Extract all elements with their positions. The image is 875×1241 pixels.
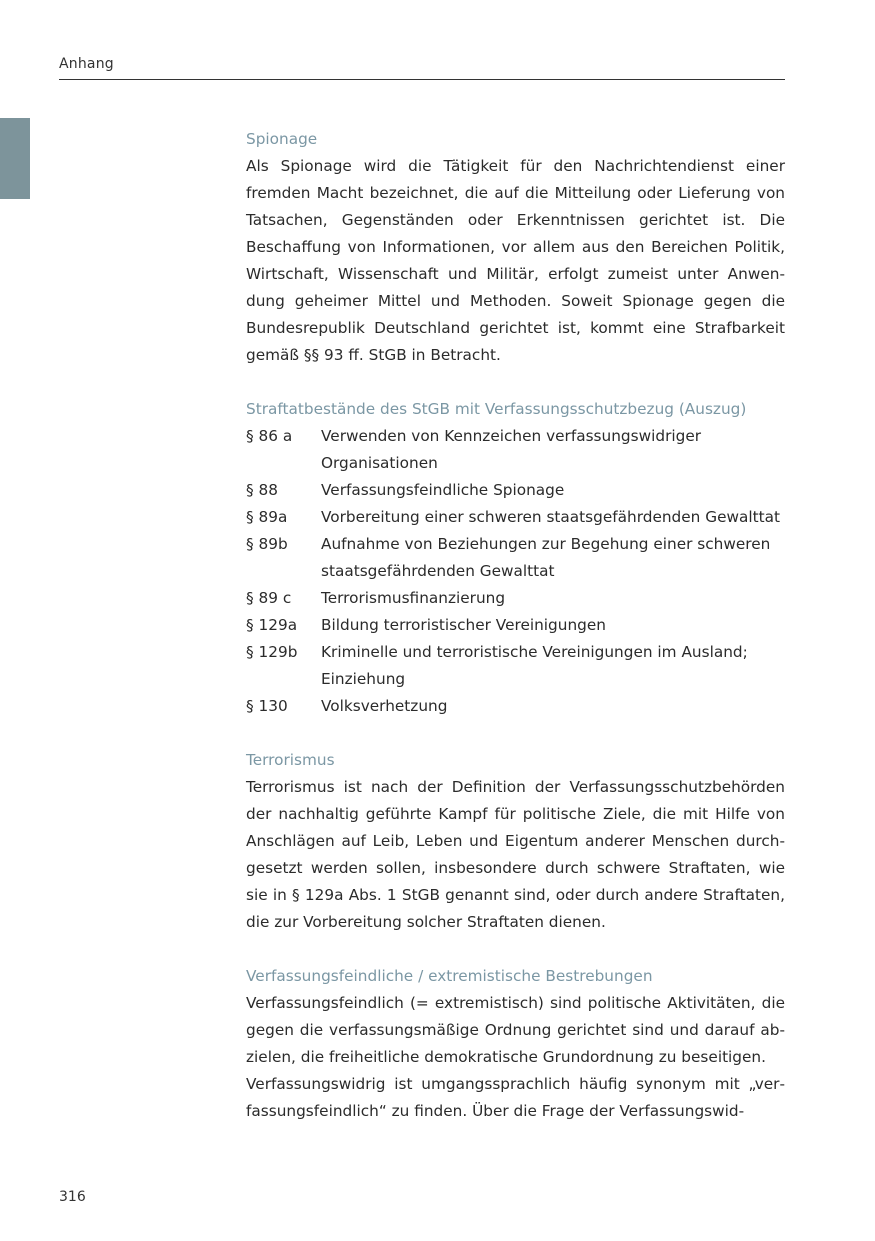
heading-spionage: Spionage	[246, 130, 318, 148]
section-verfassungsfeindlich	[246, 963, 785, 1125]
law-item	[246, 693, 785, 720]
law-item	[246, 504, 785, 531]
law-item	[246, 639, 785, 693]
law-item	[246, 531, 785, 585]
paragraph-spionage: Als Spionage wird die Tätigkeit für den Nachrichtendienst einer fremden Macht bezeichnet, die auf die Mitteilung oder Lieferung von Tatsachen, Gegenständen oder Erkenntnissen gerichtet ist. Die Beschaffung von Informationen, vor allem aus den Bereichen Politik, Wirtschaft, Wissenschaft und Militär, erfolgt zumeist unter Anwendung geheimer Mittel und Methoden. Soweit Spionage gegen die Bundesrepublik Deutschland gerichtet ist, kommt eine Strafbarkeit gemäß §§ 93 ff. StGB in Betracht.	[246, 157, 785, 364]
law-item	[246, 612, 785, 639]
running-head: Anhang	[59, 56, 114, 72]
law-item	[246, 477, 785, 504]
law-number: § 130	[246, 697, 288, 715]
law-number: § 129a	[246, 616, 298, 634]
law-number: § 129b	[246, 643, 298, 661]
heading-terrorismus: Terrorismus	[246, 751, 335, 769]
law-item	[246, 585, 785, 612]
section-straftatbestaende	[246, 396, 785, 720]
section-terrorismus	[246, 747, 785, 936]
header-rule	[59, 79, 785, 80]
heading-straftatbestaende: Straftatbestände des StGB mit Verfassungsschutzbezug (Auszug)	[246, 400, 747, 418]
law-description: Terrorismusfinanzierung	[321, 589, 506, 607]
law-number: § 89 c	[246, 589, 292, 607]
law-number: § 89b	[246, 535, 288, 553]
law-description: Kriminelle und terroristische Vereinigungen im Ausland; Einziehung	[321, 643, 748, 688]
page-content	[246, 126, 785, 1152]
heading-verfassungsfeindlich: Verfassungsfeindliche / extremistische Bestrebungen	[246, 967, 653, 985]
law-number: § 89a	[246, 508, 288, 526]
section-spionage	[246, 126, 785, 369]
law-description: Verwenden von Kennzeichen verfassungswidriger Organisationen	[321, 427, 702, 472]
law-description: Aufnahme von Beziehungen zur Begehung einer schweren staatsgefährdenden Gewalttat	[321, 535, 771, 580]
paragraph-terrorismus: Terrorismus ist nach der Definition der Verfassungsschutzbehörden der nachhaltig geführte Kampf für politische Ziele, die mit Hilfe von Anschlägen auf Leib, Leben und Eigentum anderer Menschen durchgesetzt werden sollen, insbesondere durch schwere Straftaten, wie sie in § 129a Abs. 1 StGB genannt sind, oder durch andere Straftaten, die zur Vorbereitung solcher Straftaten dienen.	[246, 778, 785, 931]
law-number: § 86 a	[246, 427, 293, 445]
law-description: Volksverhetzung	[321, 697, 448, 715]
law-list	[246, 423, 785, 720]
law-description: Bildung terroristischer Vereinigungen	[321, 616, 606, 634]
law-number: § 88	[246, 481, 278, 499]
paragraph-verfassungsfeindlich-2: Verfassungswidrig ist umgangssprachlich häufig synonym mit „verfassungsfeindlich“ zu finden. Über die Frage der Verfassungswid-	[246, 1075, 785, 1120]
law-description: Vorbereitung einer schweren staatsgefährdenden Gewalttat	[321, 508, 780, 526]
law-description: Verfassungsfeindliche Spionage	[321, 481, 565, 499]
law-item	[246, 423, 785, 477]
section-tab-marker	[0, 118, 30, 199]
paragraph-verfassungsfeindlich-1: Verfassungsfeindlich (= extremistisch) sind politische Aktivitäten, die gegen die verfassungsmäßige Ordnung gerichtet sind und darauf abzielen, die freiheitliche demokratische Grundordnung zu beseitigen.	[246, 994, 785, 1066]
page-number: 316	[59, 1189, 86, 1205]
